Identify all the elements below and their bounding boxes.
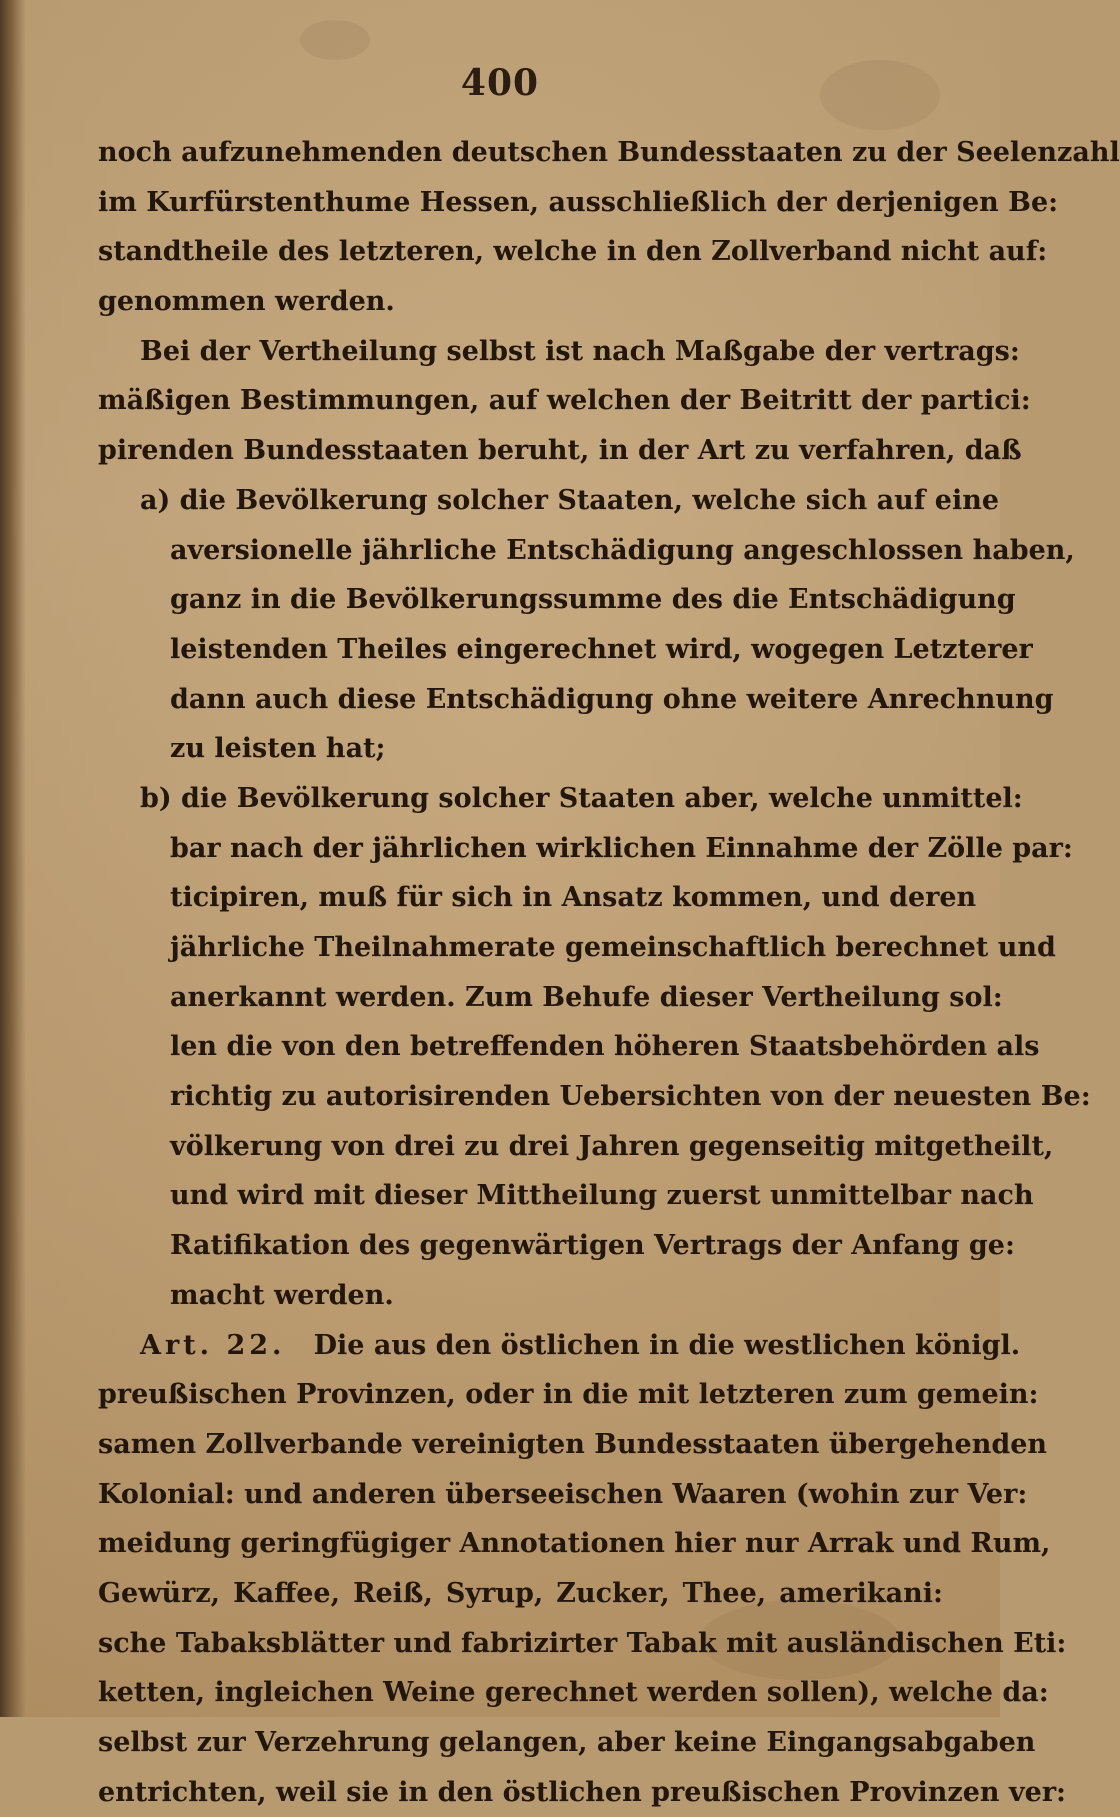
text-line: ticipiren, muß für sich in Ansatz kommen, und deren <box>170 882 977 914</box>
text-line: dann auch diese Entschädigung ohne weitere Anrechnung <box>170 683 1054 715</box>
book-gutter-edge <box>0 0 26 1717</box>
text-line: noch aufzunehmenden deutschen Bundesstaaten zu der Seelenzahl <box>98 137 1120 168</box>
text-line: entrichten, weil sie in den östlichen preußischen Provinzen ver: <box>98 1776 1067 1808</box>
article-heading: Art. 22. <box>140 1329 286 1361</box>
text-line: len die von den betreffenden höheren Staatsbehörden als <box>170 1031 1040 1063</box>
text-line: samen Zollverbande vereinigten Bundesstaaten übergehenden <box>98 1428 1048 1460</box>
text-line: Ratifikation des gegenwärtigen Vertrags der Anfang ge: <box>170 1230 1015 1262</box>
text-line: anerkannt werden. Zum Behufe dieser Vertheilung sol: <box>170 981 1003 1013</box>
text-line: standtheile des letzteren, welche in den Zollverband nicht auf: <box>98 236 1048 268</box>
article-line <box>98 1321 1021 1371</box>
list-item-b: b) die Bevölkerung solcher Staaten aber, welche unmittel: <box>140 782 1023 814</box>
text-line: aversionelle jährliche Entschädigung angeschlossen haben, <box>170 534 1075 566</box>
body-text <box>98 128 1120 1817</box>
text-line: Gewürz, Kaffee, Reiß, Syrup, Zucker, Thee, amerikani: <box>98 1577 943 1609</box>
text-line: Kolonial: und anderen überseeischen Waaren (wohin zur Ver: <box>98 1478 1028 1510</box>
text-line: ketten, ingleichen Weine gerechnet werden sollen), welche da: <box>98 1677 1049 1709</box>
text-line: meidung geringfügiger Annotationen hier nur Arrak und Rum, <box>98 1528 1051 1560</box>
paper-stain <box>300 20 370 60</box>
page-number: 400 <box>460 62 540 104</box>
text-line: preußischen Provinzen, oder in die mit letzteren zum gemein: <box>98 1379 1039 1411</box>
text-line: leistenden Theiles eingerechnet wird, wogegen Letzterer <box>170 633 1033 665</box>
text-line: jährliche Theilnahmerate gemeinschaftlich berechnet und <box>170 932 1056 963</box>
list-item-a: a) die Bevölkerung solcher Staaten, welche sich auf eine <box>140 484 1000 516</box>
text-line: richtig zu autorisirenden Uebersichten von der neuesten Be: <box>170 1081 1091 1113</box>
text-line: mäßigen Bestimmungen, auf welchen der Beitritt der partici: <box>98 385 1031 417</box>
text-line: pirenden Bundesstaaten beruht, in der Art zu verfahren, daß <box>98 435 1022 467</box>
article-text: Die aus den östlichen in die westlichen königl. <box>313 1329 1021 1361</box>
text-line: Bei der Vertheilung selbst ist nach Maßgabe der vertrags: <box>140 335 1020 367</box>
text-line: genommen werden. <box>98 286 395 318</box>
text-line: sche Tabaksblätter und fabrizirter Tabak mit ausländischen Eti: <box>98 1627 1067 1659</box>
text-line: macht werden. <box>170 1279 394 1311</box>
text-line: selbst zur Verzehrung gelangen, aber keine Eingangsabgaben <box>98 1727 1036 1758</box>
text-line: zu leisten hat; <box>170 733 386 765</box>
text-line: völkerung von drei zu drei Jahren gegenseitig mitgetheilt, <box>170 1130 1054 1162</box>
text-line: im Kurfürstenthume Hessen, ausschließlich der derjenigen Be: <box>98 186 1059 218</box>
text-line: ganz in die Bevölkerungssumme des die Entschädigung <box>170 584 1016 616</box>
text-line: und wird mit dieser Mittheilung zuerst unmittelbar nach <box>170 1180 1034 1212</box>
text-line: bar nach der jährlichen wirklichen Einnahme der Zölle par: <box>170 832 1073 864</box>
